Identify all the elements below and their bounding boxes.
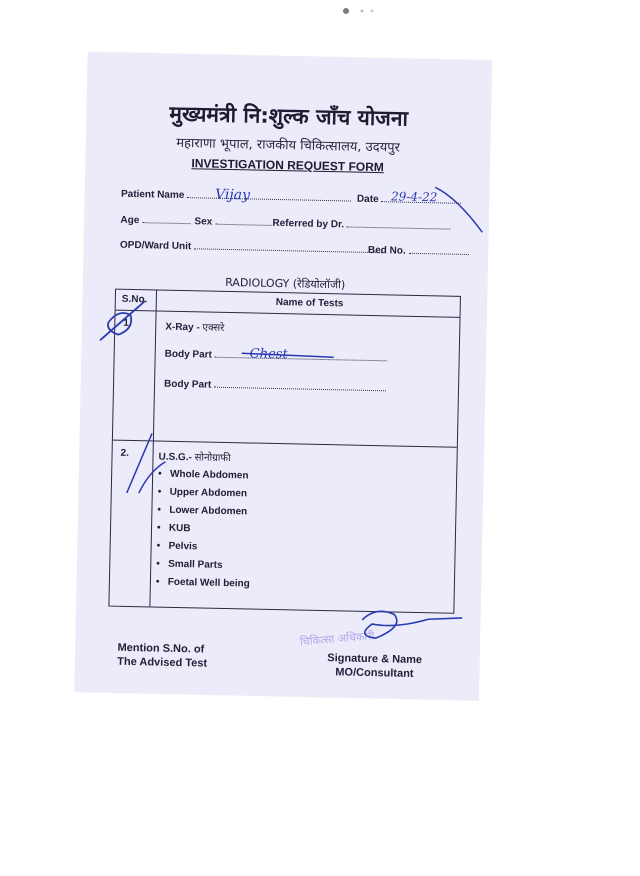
form-name: INVESTIGATION REQUEST FORM — [191, 156, 385, 175]
referred-label: Referred by Dr. — [272, 217, 345, 231]
scheme-title: मुख्यमंत्री नि:शुल्क जाँच योजना — [169, 101, 409, 131]
date-field — [357, 192, 462, 207]
xray-hindi: एक्सरे — [202, 322, 225, 334]
usg-option-upper-abdomen: • Upper Abdomen — [157, 486, 248, 500]
usg-option-pelvis: • Pelvis — [156, 540, 198, 553]
referred-field — [272, 216, 451, 233]
bed-label: Bed No. — [367, 244, 406, 257]
usg-option-kub: • KUB — [156, 522, 191, 535]
usg-option-lower-abdomen: • Lower Abdomen — [157, 504, 248, 518]
bed-field — [368, 243, 469, 258]
bed-line — [408, 244, 468, 255]
mention-line-1: Mention S.No. of — [117, 641, 205, 656]
usg-label: U.S.G.- — [158, 451, 195, 464]
body-part-1-label: Body Part — [164, 348, 213, 361]
patient-name-line — [187, 188, 351, 201]
request-form-sheet — [75, 52, 492, 700]
date-handwritten: 29-4-22 — [390, 189, 438, 205]
usg-option-whole-abdomen: • Whole Abdomen — [158, 468, 249, 482]
mention-line-2: The Advised Test — [117, 655, 208, 670]
opd-field — [120, 238, 382, 256]
body-part-1 — [165, 347, 387, 365]
sno-header: S.No. — [121, 293, 148, 306]
xray-test — [165, 319, 224, 334]
age-label: Age — [120, 214, 140, 227]
sex-line — [215, 215, 271, 226]
body-part-2-label: Body Part — [163, 378, 212, 391]
body-part-2 — [164, 377, 386, 395]
header-divider — [116, 310, 460, 318]
patient-name-label: Patient Name — [120, 188, 185, 202]
usg-test — [158, 449, 230, 465]
row1-sno: 1. — [123, 317, 132, 329]
usg-option-foetal-well-being: • Foetal Well being — [155, 576, 250, 590]
age-line — [142, 213, 190, 224]
sex-label: Sex — [194, 216, 213, 228]
usg-option-small-parts: • Small Parts — [156, 558, 223, 571]
signature-line-1: Signature & Name — [327, 652, 423, 667]
row-divider — [113, 440, 457, 448]
signature-block — [327, 651, 422, 681]
row2-sno: 2. — [120, 447, 130, 459]
mention-instruction — [117, 641, 207, 671]
hospital-name: महाराणा भूपाल, राजकीय चिकित्सालय, उदयपुर — [176, 135, 401, 156]
tests-header: Name of Tests — [275, 296, 344, 310]
tests-table — [108, 289, 461, 614]
body-part-1-line — [215, 348, 387, 362]
body-part-handwritten: Chest — [249, 346, 288, 363]
usg-hindi: सोनोग्राफी — [194, 452, 231, 465]
opd-line — [194, 239, 382, 253]
age-field — [120, 213, 190, 227]
opd-label: OPD/Ward Unit — [119, 239, 192, 253]
xray-label: X-Ray - — [165, 321, 203, 334]
section-title: RADIOLOGY (रेडियोलॉजी) — [225, 275, 346, 292]
body-part-2-line — [214, 378, 386, 392]
signature-line-2: MO/Consultant — [335, 666, 414, 680]
signature-scribble — [362, 611, 463, 640]
hospital-stamp: चिकित्सा अधिकारी — [299, 629, 375, 649]
referred-line — [347, 217, 451, 229]
patient-name-field — [121, 187, 351, 205]
patient-name-handwritten: Vijay — [214, 186, 251, 204]
date-line — [381, 192, 461, 204]
scan-mark — [338, 4, 388, 18]
sex-field — [194, 214, 271, 229]
date-label: Date — [356, 193, 379, 206]
